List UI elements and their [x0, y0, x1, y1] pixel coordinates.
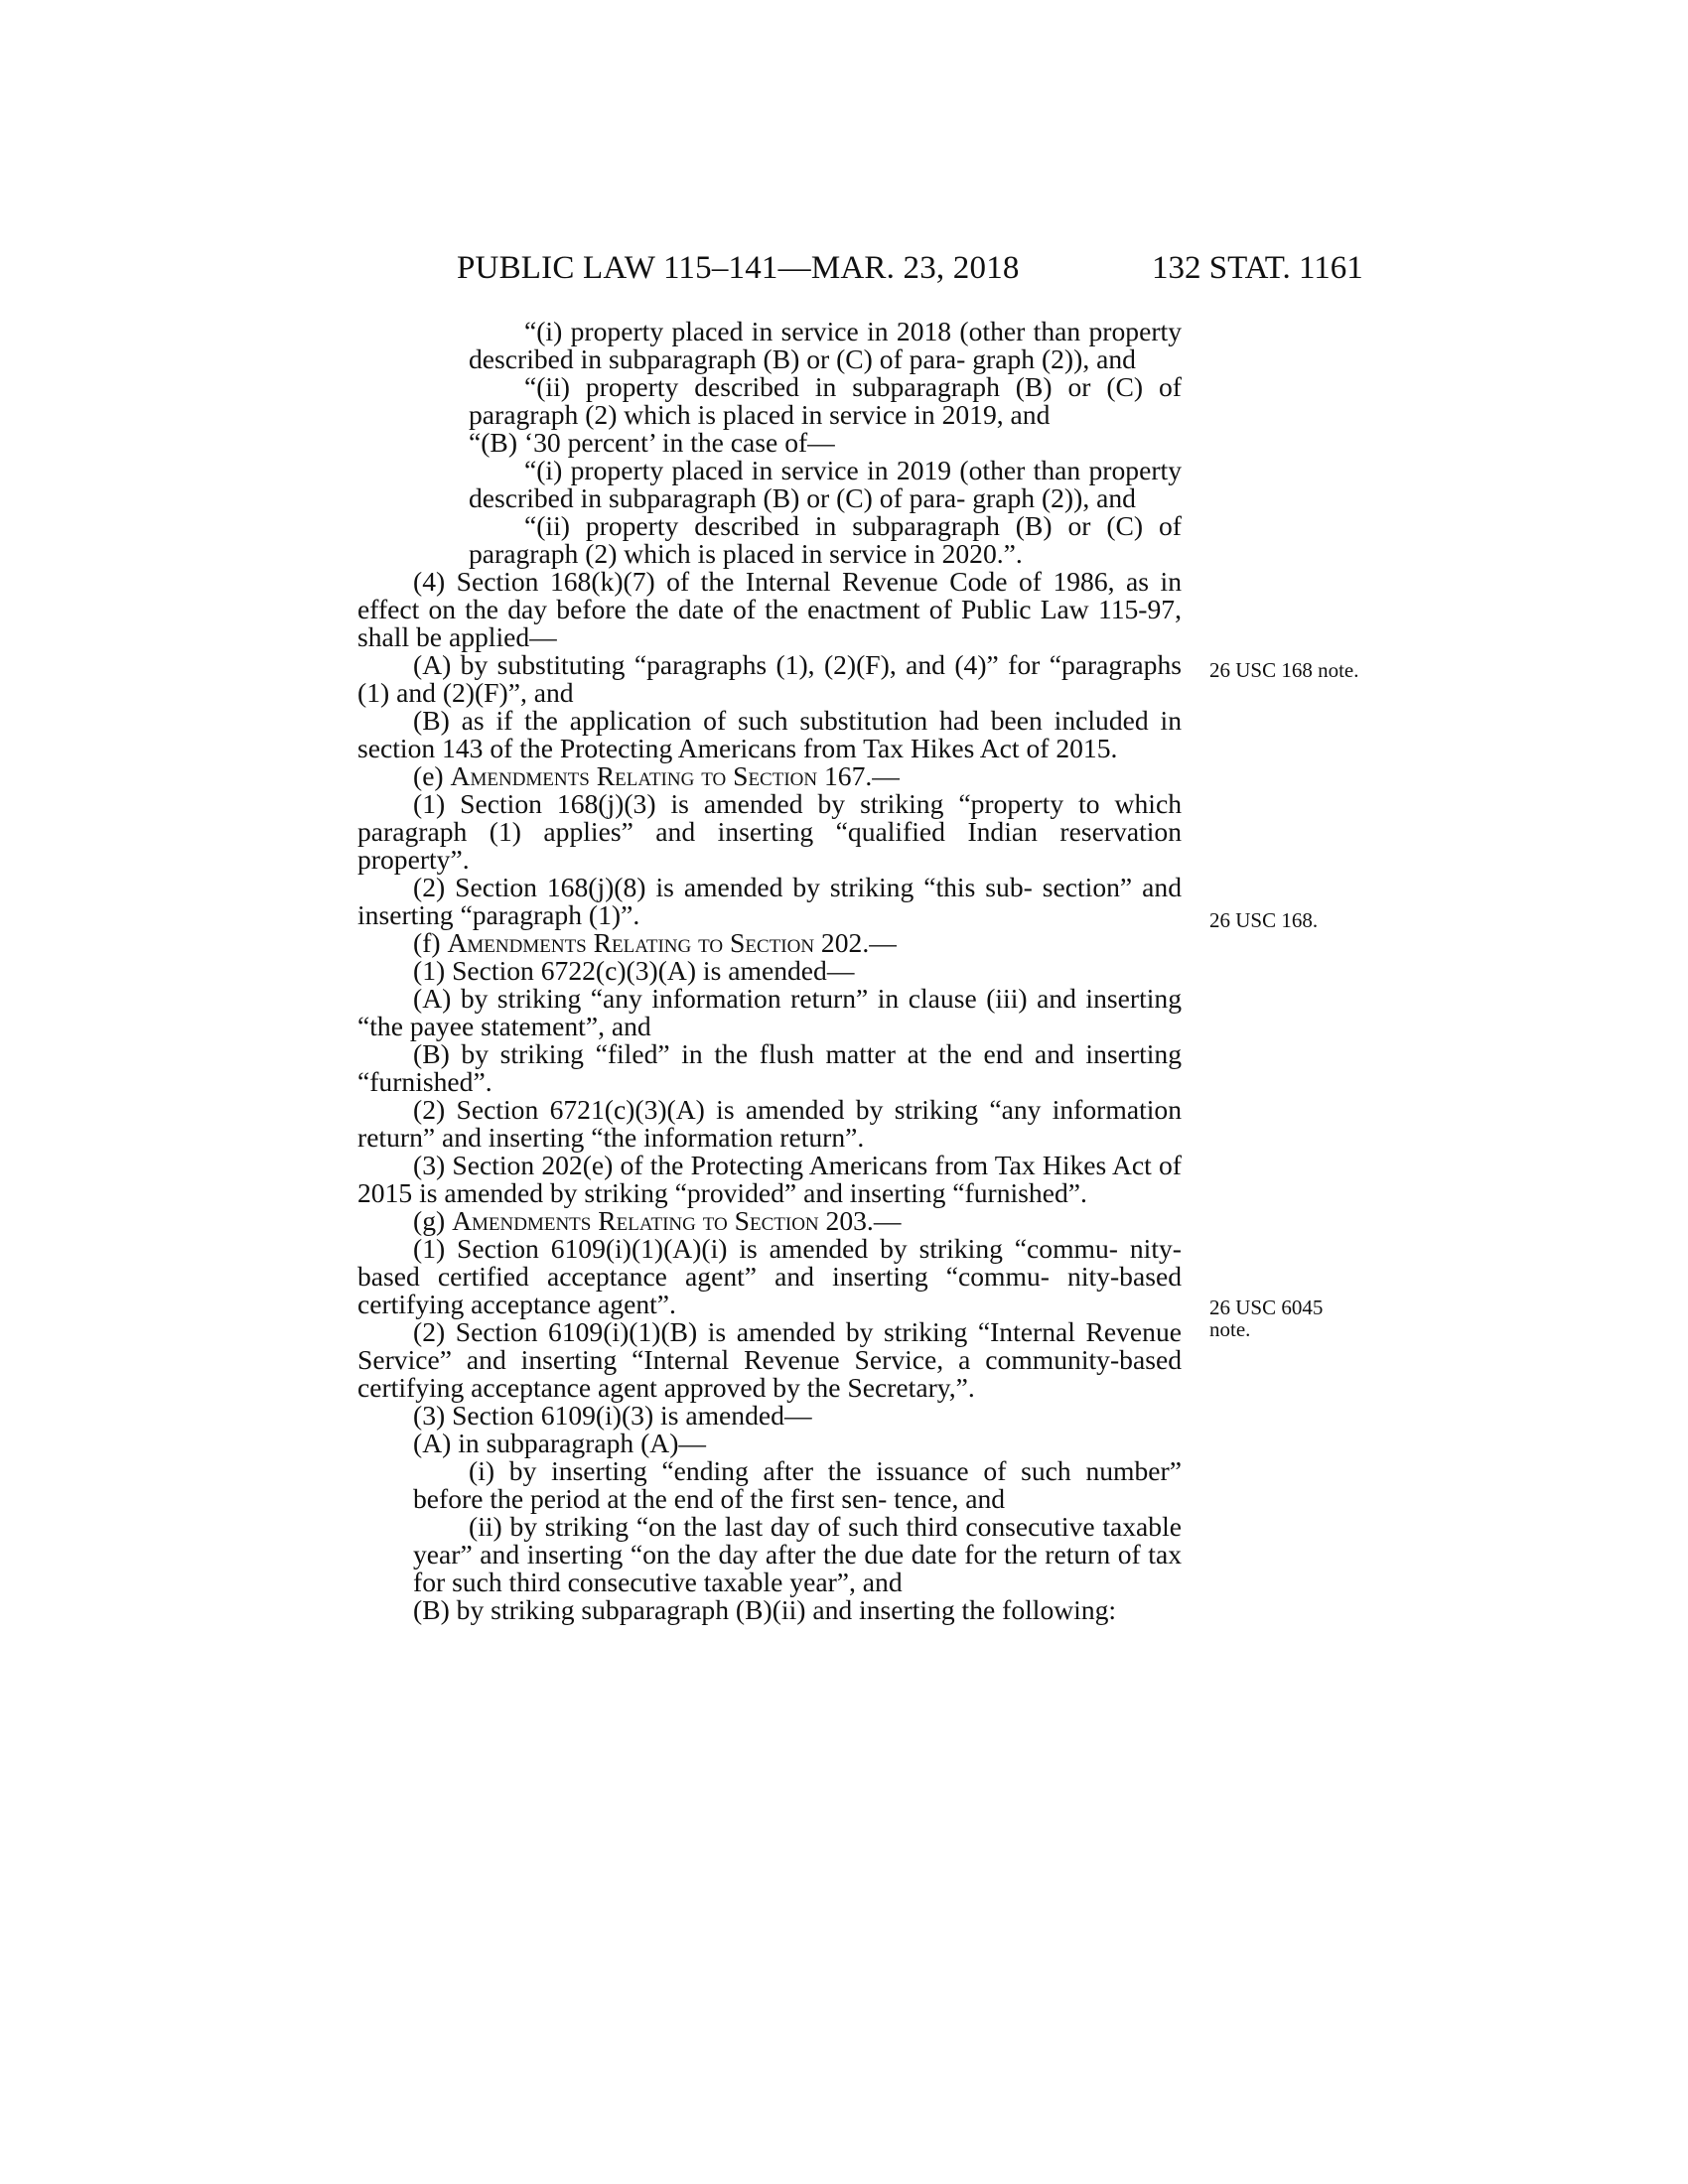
para-f2: (2) Section 6721(c)(3)(A) is amended by striking “any information return” and inserting “the information return”. [357, 1094, 1182, 1153]
subsection-f-heading [357, 929, 1182, 957]
subsection-e-title: Amendments Relating to Section 167.— [450, 760, 900, 791]
subsection-e-heading [357, 762, 1182, 790]
subsection-f-designator: (f) [413, 927, 441, 958]
subpara-a-substituting: (A) by substituting “paragraphs (1), (2)(F), and (4)” for “paragraphs (1) and (2)(F)”, and [357, 649, 1182, 708]
subpara-f1b: (B) by striking “filed” in the flush matter at the end and inserting “furnished”. [357, 1038, 1182, 1097]
para-f1: (1) Section 6722(c)(3)(A) is amended— [413, 955, 855, 986]
margin-note-6045-line2: note. [1209, 1317, 1251, 1341]
para-f3: (3) Section 202(e) of the Protecting Americans from Tax Hikes Act of 2015 is amended by striking “provided” and inserting “furnished”. [357, 1150, 1182, 1208]
subsection-f-title: Amendments Relating to Section 202.— [447, 927, 897, 958]
law-body [357, 318, 1182, 1624]
para-g3: (3) Section 6109(i)(3) is amended— [413, 1400, 812, 1431]
clause-i-2018: “(i) property placed in service in 2018 (other than property described in subparagraph (B) or (C) of para- graph (2)), and [469, 316, 1182, 374]
subsection-g-designator: (g) [413, 1205, 446, 1236]
subpara-b-30-percent: “(B) ‘30 percent’ in the case of— [469, 427, 835, 458]
subpara-g3b: (B) by striking subparagraph (B)(ii) and inserting the following: [413, 1594, 1117, 1625]
subsection-e-designator: (e) [413, 760, 444, 791]
subsection-g-title: Amendments Relating to Section 203.— [452, 1205, 902, 1236]
clause-g3a-i: (i) by inserting “ending after the issuance of such number” before the period at the end of the first sen- tence, and [413, 1455, 1182, 1514]
page-header-stat: 132 STAT. 1161 [1152, 250, 1363, 286]
clause-i-2019: “(i) property placed in service in 2019 (other than property described in subparagraph (B) or (C) of para- graph (2)), and [469, 455, 1182, 513]
para-4-section-168k7: (4) Section 168(k)(7) of the Internal Revenue Code of 1986, as in effect on the day before the date of the enactment of Public Law 115-97, shall be applied— [357, 566, 1182, 652]
margin-note-168: 26 USC 168. [1209, 908, 1319, 932]
subpara-f1a: (A) by striking “any information return” in clause (iii) and inserting “the payee statement”, and [357, 983, 1182, 1041]
subsection-g-heading [357, 1207, 1182, 1235]
subpara-b-application: (B) as if the application of such substitution had been included in section 143 of the Protecting Americans from Tax Hikes Act of 2015. [357, 705, 1182, 763]
para-g2: (2) Section 6109(i)(1)(B) is amended by striking “Internal Revenue Service” and inserting “Internal Revenue Service, a community-based certifying acceptance agent approved by the Secretary,”. [357, 1316, 1182, 1403]
margin-note-6045-line1: 26 USC 6045 [1209, 1296, 1324, 1319]
para-e2: (2) Section 168(j)(8) is amended by striking “this sub- section” and inserting “paragraph (1)”. [357, 872, 1182, 930]
margin-note-168-note: 26 USC 168 note. [1209, 658, 1359, 682]
page-header-title: PUBLIC LAW 115–141—MAR. 23, 2018 [457, 250, 1020, 286]
clause-ii-2020: “(ii) property described in subparagraph (B) or (C) of paragraph (2) which is placed in service in 2020.”. [469, 510, 1182, 569]
para-g1: (1) Section 6109(i)(1)(A)(i) is amended by striking “commu- nity-based certified acceptance agent” and inserting “commu- nity-based certifying acceptance agent”. [357, 1233, 1182, 1319]
clause-ii-2019: “(ii) property described in subparagraph (B) or (C) of paragraph (2) which is placed in service in 2019, and [469, 371, 1182, 430]
subpara-g3a: (A) in subparagraph (A)— [413, 1428, 707, 1458]
para-e1: (1) Section 168(j)(3) is amended by striking “property to which paragraph (1) applies” and inserting “qualified Indian reservation property”. [357, 788, 1182, 875]
clause-g3a-ii: (ii) by striking “on the last day of such third consecutive taxable year” and inserting “on the day after the due date for the return of tax for such third consecutive taxable year”, and [413, 1511, 1182, 1597]
